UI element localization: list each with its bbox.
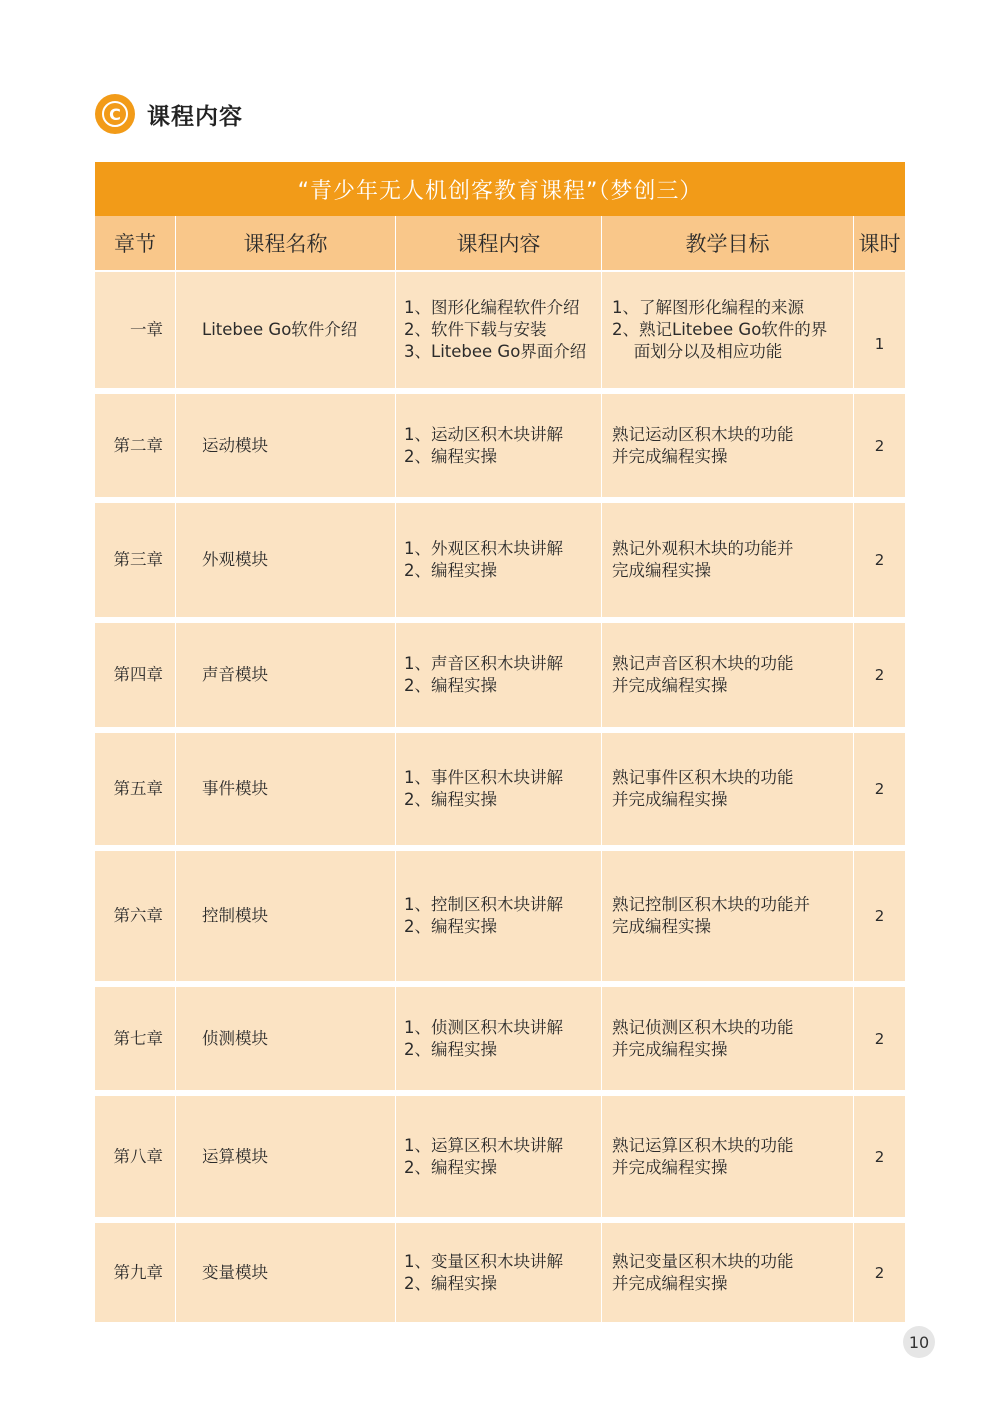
header-goal: 教学目标 — [601, 216, 853, 270]
hours-cell: 2 — [853, 623, 905, 727]
goal-line: 完成编程实操 — [612, 561, 711, 580]
course-name-cell: Litebee Go软件介绍 — [175, 272, 395, 388]
content-line: 1、运算区积木块讲解 — [404, 1135, 563, 1155]
course-name-cell: 事件模块 — [175, 733, 395, 845]
goal-line: 熟记事件区积木块的功能 — [612, 768, 794, 787]
course-name-cell: 运动模块 — [175, 394, 395, 497]
teaching-goal-cell — [601, 394, 853, 497]
teaching-goal-cell — [601, 1223, 853, 1322]
table-row — [95, 623, 905, 727]
goal-line: 熟记运算区积木块的功能 — [612, 1135, 794, 1155]
content-line: 2、软件下载与安装 — [404, 320, 547, 339]
hours-cell: 2 — [853, 1223, 905, 1322]
content-line: 1、外观区积木块讲解 — [404, 539, 563, 558]
content-line: 2、编程实操 — [404, 790, 497, 809]
content-line: 1、控制区积木块讲解 — [404, 895, 563, 914]
chapter-cell: 第七章 — [95, 987, 175, 1090]
teaching-goal-cell — [601, 272, 853, 388]
chapter-cell: 第四章 — [95, 623, 175, 727]
course-content-cell — [395, 987, 601, 1090]
goal-line: 熟记变量区积木块的功能 — [612, 1251, 794, 1271]
chapter-cell: 第五章 — [95, 733, 175, 845]
course-name-cell: 外观模块 — [175, 503, 395, 617]
content-line: 1、侦测区积木块讲解 — [404, 1017, 563, 1037]
content-line: 2、编程实操 — [404, 917, 497, 936]
course-content-cell — [395, 1223, 601, 1322]
course-name-cell: 声音模块 — [175, 623, 395, 727]
hours-cell: 2 — [853, 851, 905, 981]
course-name-cell: 侦测模块 — [175, 987, 395, 1090]
goal-line: 并完成编程实操 — [612, 1273, 728, 1293]
table-row — [95, 987, 905, 1090]
content-line: 1、运动区积木块讲解 — [404, 424, 563, 444]
hours-cell: 1 — [853, 272, 905, 388]
table-row — [95, 503, 905, 617]
course-content-cell — [395, 503, 601, 617]
teaching-goal-cell — [601, 1096, 853, 1217]
goal-line: 完成编程实操 — [612, 917, 711, 936]
hours-cell: 2 — [853, 733, 905, 845]
teaching-goal-cell — [601, 851, 853, 981]
course-content-cell — [395, 394, 601, 497]
course-content-cell — [395, 851, 601, 981]
chapter-cell: 第九章 — [95, 1223, 175, 1322]
teaching-goal-cell — [601, 987, 853, 1090]
goal-line: 熟记运动区积木块的功能 — [612, 424, 794, 444]
course-name-cell: 变量模块 — [175, 1223, 395, 1322]
goal-line: 2、熟记Litebee Go软件的界 — [612, 320, 828, 339]
course-content-cell — [395, 1096, 601, 1217]
table-header-row — [95, 216, 905, 270]
content-line: 2、编程实操 — [404, 1273, 497, 1293]
content-line: 2、编程实操 — [404, 561, 497, 580]
table-title: “青少年无人机创客教育课程”（梦创三） — [95, 162, 905, 216]
teaching-goal-cell — [601, 733, 853, 845]
goal-line: 并完成编程实操 — [612, 790, 728, 809]
header-hours: 课时 — [853, 216, 905, 270]
hours-cell: 2 — [853, 987, 905, 1090]
section-header — [95, 94, 243, 134]
table-row — [95, 1223, 905, 1322]
goal-line: 并完成编程实操 — [612, 1039, 728, 1059]
hours-cell: 2 — [853, 503, 905, 617]
goal-line: 熟记控制区积木块的功能并 — [612, 895, 810, 914]
hours-cell: 2 — [853, 1096, 905, 1217]
course-content-cell — [395, 733, 601, 845]
goal-line: 熟记侦测区积木块的功能 — [612, 1017, 794, 1037]
table-row — [95, 733, 905, 845]
table-row — [95, 272, 905, 388]
header-content: 课程内容 — [395, 216, 601, 270]
content-line: 2、编程实操 — [404, 676, 497, 695]
section-title: 课程内容 — [147, 103, 243, 130]
goal-line: 1、了解图形化编程的来源 — [612, 298, 804, 317]
teaching-goal-cell — [601, 503, 853, 617]
chapter-cell: 第二章 — [95, 394, 175, 497]
goal-line: 并完成编程实操 — [612, 446, 728, 466]
table-row — [95, 394, 905, 497]
content-line: 2、编程实操 — [404, 1039, 497, 1059]
hours-cell: 2 — [853, 394, 905, 497]
chapter-cell: 第六章 — [95, 851, 175, 981]
header-name: 课程名称 — [175, 216, 395, 270]
table-row — [95, 851, 905, 981]
page-number: 10 — [903, 1326, 935, 1358]
content-line: 1、声音区积木块讲解 — [404, 654, 563, 673]
c-circle-icon — [95, 94, 135, 134]
course-name-cell: 运算模块 — [175, 1096, 395, 1217]
header-chapter: 章节 — [95, 216, 175, 270]
c-letter: C — [102, 101, 128, 127]
content-line: 2、编程实操 — [404, 1157, 497, 1177]
course-content-cell — [395, 272, 601, 388]
content-line: 1、变量区积木块讲解 — [404, 1251, 563, 1271]
content-line: 1、图形化编程软件介绍 — [404, 298, 580, 317]
goal-line: 面划分以及相应功能 — [612, 342, 783, 361]
teaching-goal-cell — [601, 623, 853, 727]
course-name-cell: 控制模块 — [175, 851, 395, 981]
course-content-cell — [395, 623, 601, 727]
goal-line: 并完成编程实操 — [612, 676, 728, 695]
table-row — [95, 1096, 905, 1217]
chapter-cell: 第八章 — [95, 1096, 175, 1217]
goal-line: 熟记声音区积木块的功能 — [612, 654, 794, 673]
goal-line: 熟记外观积木块的功能并 — [612, 539, 794, 558]
content-line: 2、编程实操 — [404, 446, 497, 466]
content-line: 3、Litebee Go界面介绍 — [404, 342, 587, 361]
chapter-cell: 第三章 — [95, 503, 175, 617]
content-line: 1、事件区积木块讲解 — [404, 768, 563, 787]
goal-line: 并完成编程实操 — [612, 1157, 728, 1177]
chapter-cell: 一章 — [95, 272, 175, 388]
